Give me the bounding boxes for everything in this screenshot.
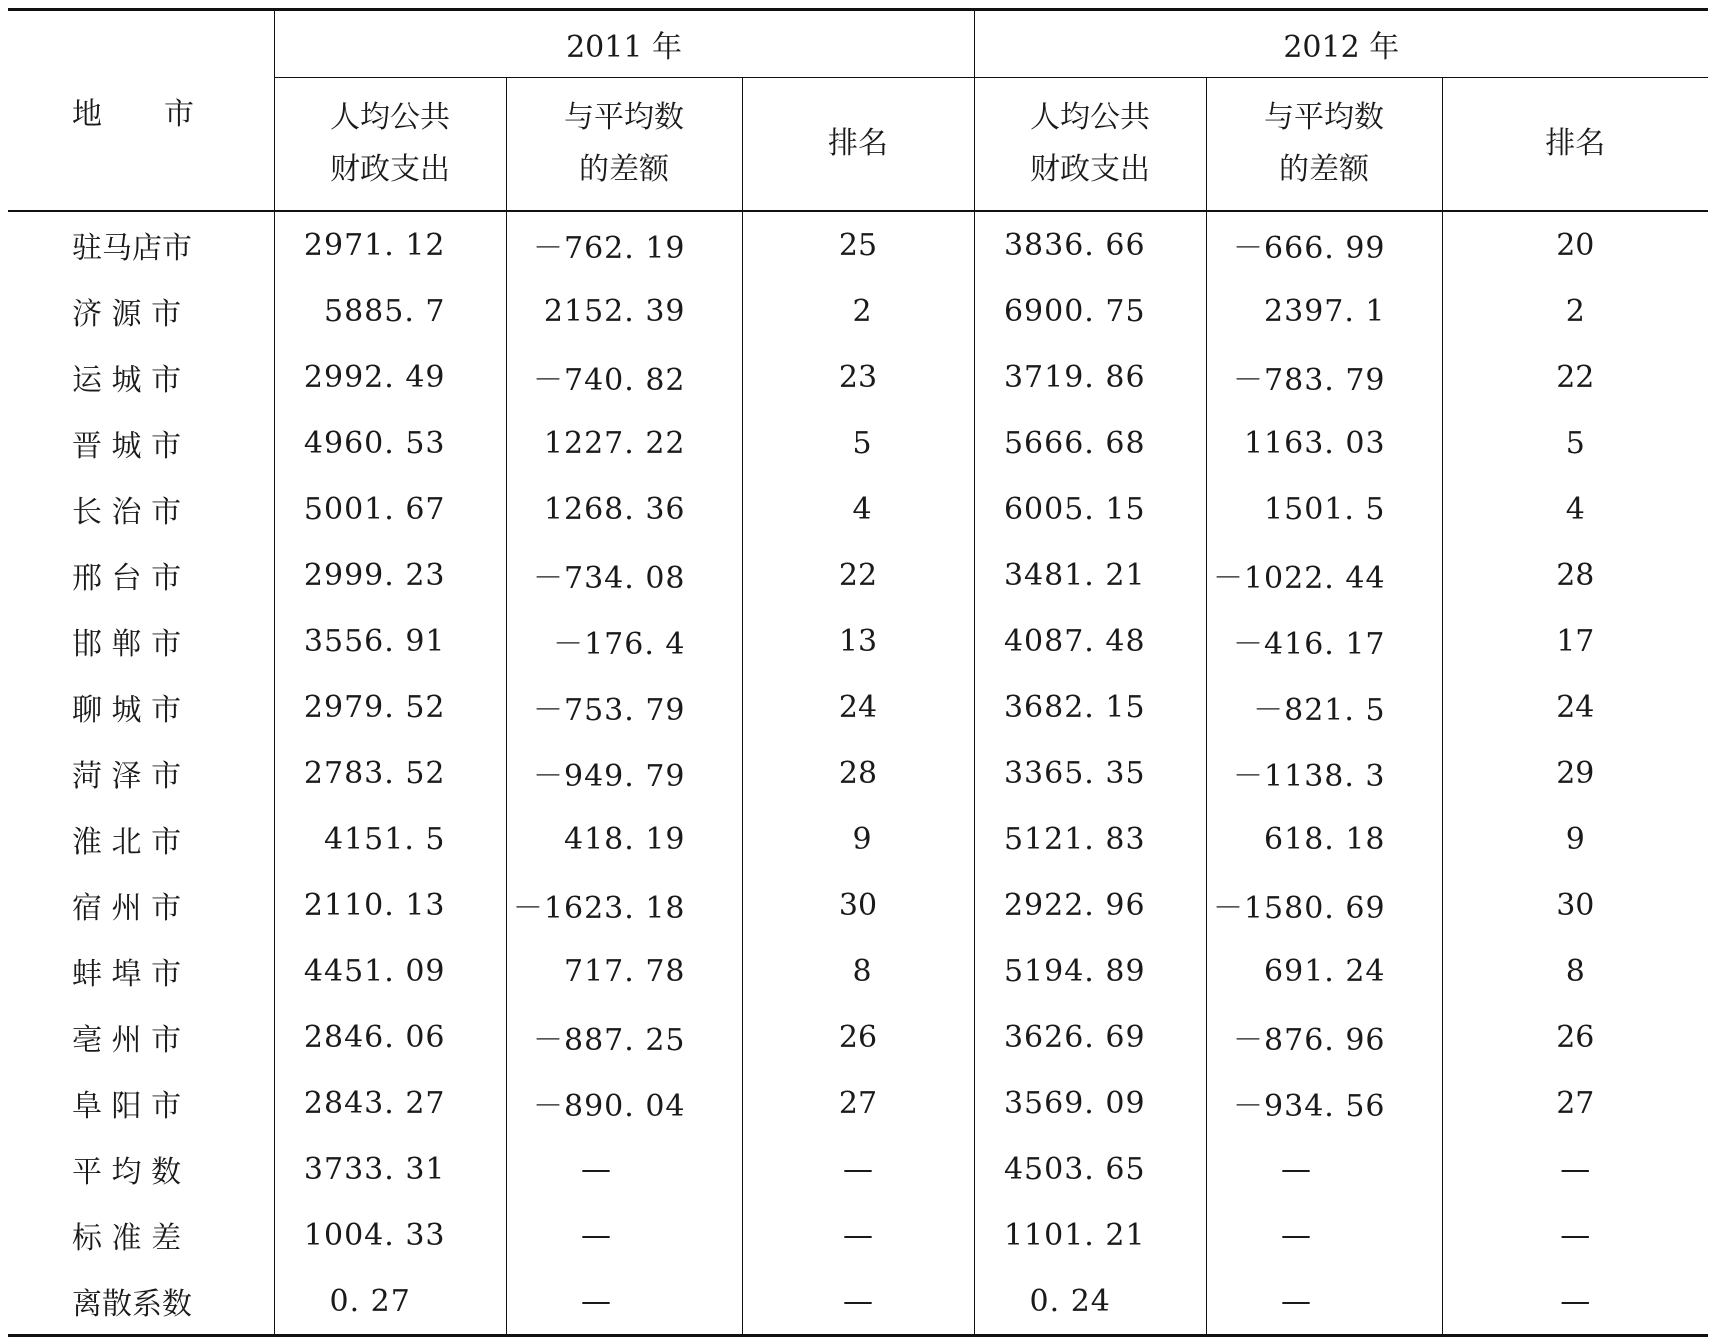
per-capita-expenditure-cell: 4087. 48 [974,608,1206,674]
rank-cell: 29 [1556,755,1595,791]
city-name-cell: 济 源 市 [8,278,274,344]
diff-from-average-cell: — [506,1202,742,1268]
city-name-cell: 标 准 差 [8,1202,274,1268]
city-name-cell: 菏 泽 市 [8,740,274,806]
per-capita-expenditure-cell: 6900. 75 [974,278,1206,344]
subheader-line: 与平均数 [1264,100,1385,135]
city-name-cell: 邢 台 市 [8,542,274,608]
subheader-line: 财政支出 [330,152,450,187]
per-capita-expenditure-cell: 3481. 21 [974,542,1206,608]
diff-from-average-cell: －176. 4 [506,608,742,674]
rank-cell: 27 [742,1070,974,1136]
per-capita-expenditure-cell: 1004. 33 [274,1202,506,1268]
diff-from-average-cell: －887. 25 [506,1004,742,1070]
city-name-cell: 晋 城 市 [8,410,274,476]
table-body [8,211,1708,1336]
rank-cell: 13 [742,608,974,674]
per-capita-expenditure-cell: 3365. 35 [974,740,1206,806]
diff-from-average-cell: 717. 78 [506,938,742,1004]
subheader-line: 的差额 [579,152,669,187]
rank-cell: 20 [1556,227,1595,263]
per-capita-expenditure-cell: 5001. 67 [274,476,506,542]
diff-from-average-cell: 1268. 36 [506,476,742,542]
diff-from-average-cell: －740. 82 [506,344,742,410]
diff-from-average-header-2012 [1206,78,1442,212]
per-capita-expenditure-cell: 4503. 65 [974,1136,1206,1202]
rank-cell: 30 [1556,887,1595,923]
city-name-cell: 淮 北 市 [8,806,274,872]
header-year-row [8,10,1708,78]
table-row [8,608,1708,674]
subheader-line: 财政支出 [1030,152,1151,187]
table-row [8,476,1708,542]
per-capita-expenditure-cell: 2992. 49 [274,344,506,410]
diff-from-average-cell: －876. 96 [1206,1004,1442,1070]
city-name-cell: 蚌 埠 市 [8,938,274,1004]
diff-from-average-cell: — [1206,1268,1442,1336]
table-row [8,674,1708,740]
rank-cell: — [1560,1283,1591,1319]
diff-from-average-cell: －890. 04 [506,1070,742,1136]
per-capita-expenditure-cell: 0. 24 [974,1268,1206,1336]
subheader-line: 人均公共 [330,100,450,135]
per-capita-expenditure-header-2012 [974,78,1206,212]
city-name-cell: 聊 城 市 [8,674,274,740]
per-capita-expenditure-cell: 1101. 21 [974,1202,1206,1268]
city-name-cell: 阜 阳 市 [8,1070,274,1136]
table-row [8,1202,1708,1268]
diff-from-average-cell: 618. 18 [1206,806,1442,872]
rank-cell: 28 [742,740,974,806]
diff-from-average-cell: －783. 79 [1206,344,1442,410]
diff-from-average-cell: 418. 19 [506,806,742,872]
table-row [8,1268,1708,1336]
table-row [8,872,1708,938]
table-header [8,10,1708,212]
rank-cell: — [742,1136,974,1202]
table-row [8,938,1708,1004]
diff-from-average-cell: －753. 79 [506,674,742,740]
diff-from-average-cell: — [506,1136,742,1202]
rank-cell: 25 [742,211,974,278]
rank-cell: 4 [742,476,974,542]
rank-cell: 27 [1556,1085,1595,1121]
city-name-cell: 邯 郸 市 [8,608,274,674]
city-header-char-2: 市 [164,96,194,132]
city-name-cell: 长 治 市 [8,476,274,542]
rank-cell: 22 [742,542,974,608]
diff-from-average-cell: 2152. 39 [506,278,742,344]
year-2011-header: 2011 年 [274,10,974,78]
table-row [8,740,1708,806]
rank-header-2011: 排名 [742,78,974,212]
table-row [8,1136,1708,1202]
per-capita-expenditure-cell: 3569. 09 [974,1070,1206,1136]
subheader-line: 人均公共 [1030,100,1151,135]
city-name-cell: 离散系数 [8,1268,274,1336]
per-capita-expenditure-cell: 2110. 13 [274,872,506,938]
per-capita-expenditure-cell: 3733. 31 [274,1136,506,1202]
rank-cell: 23 [742,344,974,410]
rank-cell: 30 [742,872,974,938]
rank-cell: 26 [742,1004,974,1070]
table-row [8,344,1708,410]
subheader-line: 与平均数 [564,100,684,135]
rank-cell: 17 [1556,623,1595,659]
diff-from-average-cell: 2397. 1 [1206,278,1442,344]
diff-from-average-cell: — [1206,1202,1442,1268]
per-capita-expenditure-cell: 3556. 91 [274,608,506,674]
per-capita-expenditure-cell: 2922. 96 [974,872,1206,938]
rank-cell: — [1560,1217,1591,1253]
table-row [8,806,1708,872]
diff-from-average-cell: 1163. 03 [1206,410,1442,476]
city-name-cell: 亳 州 市 [8,1004,274,1070]
city-name-cell: 平 均 数 [8,1136,274,1202]
diff-from-average-cell: 1227. 22 [506,410,742,476]
per-capita-expenditure-cell: 2979. 52 [274,674,506,740]
diff-from-average-cell: －934. 56 [1206,1070,1442,1136]
diff-from-average-cell: －821. 5 [1206,674,1442,740]
rank-cell: 2 [742,278,974,344]
diff-from-average-header-2011 [506,78,742,212]
rank-cell: 26 [1556,1019,1595,1055]
diff-from-average-cell: — [506,1268,742,1336]
per-capita-expenditure-cell: 3719. 86 [974,344,1206,410]
per-capita-expenditure-cell: 4960. 53 [274,410,506,476]
per-capita-expenditure-cell: 2999. 23 [274,542,506,608]
rank-cell: 5 [1565,425,1585,461]
rank-cell: 9 [742,806,974,872]
per-capita-expenditure-cell: 5666. 68 [974,410,1206,476]
table-row [8,278,1708,344]
fiscal-expenditure-table [8,8,1708,1337]
rank-cell: — [1560,1151,1591,1187]
diff-from-average-cell: — [1206,1136,1442,1202]
rank-cell: 9 [1565,821,1585,857]
city-header-char-1: 地 [72,96,102,132]
rank-cell: 28 [1556,557,1595,593]
per-capita-expenditure-cell: 2846. 06 [274,1004,506,1070]
diff-from-average-cell: －416. 17 [1206,608,1442,674]
diff-from-average-cell: －949. 79 [506,740,742,806]
city-name-cell: 宿 州 市 [8,872,274,938]
city-column-header [8,10,274,212]
table-row [8,542,1708,608]
rank-cell: 22 [1556,359,1595,395]
diff-from-average-cell: －1580. 69 [1206,872,1442,938]
table-row [8,1070,1708,1136]
diff-from-average-cell: －762. 19 [506,211,742,278]
subheader-line: 的差额 [1279,152,1370,187]
per-capita-expenditure-cell: 0. 27 [274,1268,506,1336]
rank-cell: — [742,1202,974,1268]
diff-from-average-cell: －1623. 18 [506,872,742,938]
per-capita-expenditure-cell: 4451. 09 [274,938,506,1004]
rank-cell: 8 [1565,953,1585,989]
diff-from-average-cell: －666. 99 [1206,211,1442,278]
rank-cell: 8 [742,938,974,1004]
table-row [8,211,1708,278]
rank-cell: 24 [742,674,974,740]
year-2012-header: 2012 年 [974,10,1708,78]
per-capita-expenditure-cell: 2971. 12 [274,211,506,278]
per-capita-expenditure-cell: 3626. 69 [974,1004,1206,1070]
per-capita-expenditure-header-2011 [274,78,506,212]
diff-from-average-cell: －734. 08 [506,542,742,608]
rank-cell: 24 [1556,689,1595,725]
diff-from-average-cell: 691. 24 [1206,938,1442,1004]
per-capita-expenditure-cell: 2843. 27 [274,1070,506,1136]
per-capita-expenditure-cell: 3682. 15 [974,674,1206,740]
per-capita-expenditure-cell: 2783. 52 [274,740,506,806]
table-row [8,1004,1708,1070]
rank-cell: 2 [1565,293,1585,329]
per-capita-expenditure-cell: 4151. 5 [274,806,506,872]
per-capita-expenditure-cell: 5121. 83 [974,806,1206,872]
rank-cell: 5 [742,410,974,476]
diff-from-average-cell: －1022. 44 [1206,542,1442,608]
city-name-cell: 运 城 市 [8,344,274,410]
table-row [8,410,1708,476]
city-name-cell: 驻马店市 [8,211,274,278]
rank-cell: 4 [1565,491,1585,527]
per-capita-expenditure-cell: 6005. 15 [974,476,1206,542]
rank-cell: — [742,1268,974,1336]
per-capita-expenditure-cell: 3836. 66 [974,211,1206,278]
diff-from-average-cell: 1501. 5 [1206,476,1442,542]
per-capita-expenditure-cell: 5885. 7 [274,278,506,344]
rank-header-2012: 排名 [1442,78,1708,212]
diff-from-average-cell: －1138. 3 [1206,740,1442,806]
per-capita-expenditure-cell: 5194. 89 [974,938,1206,1004]
